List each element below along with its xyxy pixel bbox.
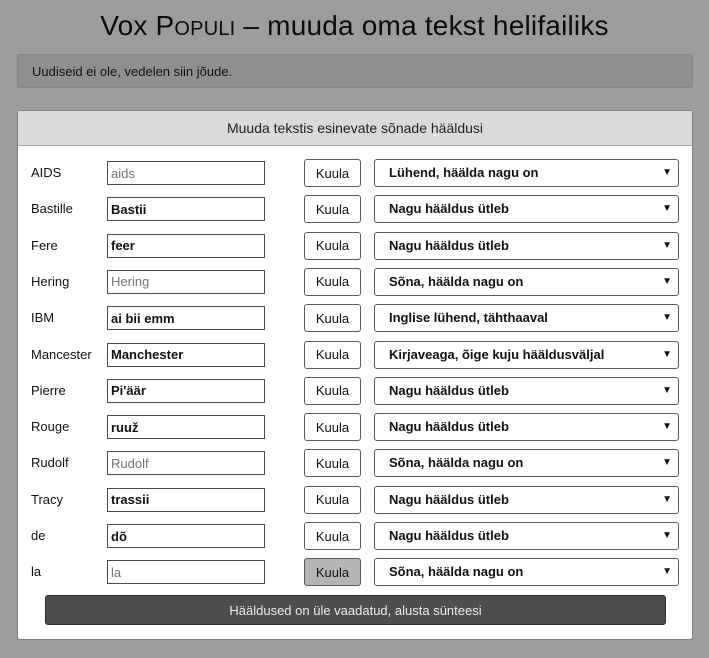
word-row: [18, 268, 694, 296]
pronunciation-input[interactable]: [107, 306, 265, 330]
select-value: Nagu hääldus ütleb: [389, 419, 509, 435]
word-row: [18, 195, 694, 223]
pronunciation-input[interactable]: [107, 161, 265, 185]
word-label: Hering: [31, 273, 70, 289]
select-value: Kirjaveaga, õige kuju hääldusväljal: [389, 346, 605, 362]
select-value: Lühend, häälda nagu on: [389, 165, 539, 180]
word-label: Pierre: [31, 382, 66, 398]
pronunciation-input[interactable]: [107, 524, 265, 548]
chevron-down-icon: ▼: [662, 203, 672, 215]
pronunciation-type-select[interactable]: [374, 232, 679, 260]
pronunciation-type-select[interactable]: [374, 195, 679, 223]
pronunciation-type-select[interactable]: [374, 268, 679, 296]
word-label: Bastille: [31, 201, 73, 217]
panel-title: Muuda tekstis esinevate sõnade hääldusi: [18, 111, 692, 146]
word-row: [18, 232, 694, 260]
listen-button[interactable]: Kuula: [304, 413, 361, 441]
chevron-down-icon: ▼: [662, 457, 672, 469]
listen-button[interactable]: Kuula: [304, 522, 361, 550]
pronunciation-type-select[interactable]: [374, 341, 679, 369]
pronunciation-input[interactable]: [107, 234, 265, 258]
pronunciation-input[interactable]: [107, 488, 265, 512]
pronunciation-input[interactable]: [107, 197, 265, 221]
word-label: la: [31, 564, 42, 580]
listen-button[interactable]: Kuula: [304, 304, 361, 332]
word-label: Rudolf: [31, 455, 69, 471]
word-label: de: [31, 528, 46, 543]
pronunciation-type-select[interactable]: [374, 413, 679, 441]
chevron-down-icon: ▼: [662, 312, 672, 324]
word-label: Rouge: [31, 419, 70, 435]
title-part-3: – muuda oma tekst helifailiks: [235, 10, 609, 41]
pronunciation-type-select[interactable]: [374, 486, 679, 514]
chevron-down-icon: ▼: [662, 530, 672, 541]
news-text: Uudiseid ei ole, vedelen siin jõude.: [32, 64, 233, 79]
pronunciation-type-select[interactable]: [374, 522, 679, 550]
word-row: [18, 304, 694, 332]
page-title: [0, 10, 709, 42]
chevron-down-icon: ▼: [662, 566, 672, 578]
chevron-down-icon: ▼: [662, 239, 672, 251]
word-row: [18, 558, 694, 586]
pronunciation-type-select[interactable]: [374, 304, 679, 332]
listen-button[interactable]: Kuula: [304, 268, 361, 296]
select-value: Nagu hääldus ütleb: [389, 491, 509, 507]
chevron-down-icon: ▼: [662, 421, 672, 433]
select-value: Nagu hääldus ütleb: [389, 528, 509, 543]
pronunciation-panel: [17, 110, 693, 640]
word-row: [18, 159, 694, 187]
listen-button[interactable]: Kuula: [304, 558, 361, 586]
chevron-down-icon: ▼: [662, 167, 672, 178]
word-label: Fere: [31, 237, 58, 253]
chevron-down-icon: ▼: [662, 493, 672, 505]
word-label: Mancester: [31, 346, 92, 362]
word-label: Tracy: [31, 491, 64, 507]
chevron-down-icon: ▼: [662, 348, 672, 360]
listen-button[interactable]: Kuula: [304, 232, 361, 260]
word-label: AIDS: [31, 165, 62, 180]
chevron-down-icon: ▼: [662, 384, 672, 396]
pronunciation-type-select[interactable]: [374, 377, 679, 405]
start-synthesis-button[interactable]: Hääldused on üle vaadatud, alusta sünteesi: [45, 595, 666, 625]
listen-button[interactable]: Kuula: [304, 341, 361, 369]
pronunciation-input[interactable]: [107, 379, 265, 403]
select-value: Sõna, häälda nagu on: [389, 273, 524, 289]
pronunciation-type-select[interactable]: [374, 159, 679, 187]
pronunciation-input[interactable]: [107, 560, 265, 584]
select-value: Sõna, häälda nagu on: [389, 564, 524, 580]
word-row: [18, 449, 694, 477]
title-part-2: Populi: [155, 10, 236, 41]
select-value: Inglise lühend, tähthaaval: [389, 310, 548, 326]
word-row: [18, 486, 694, 514]
word-label: IBM: [31, 310, 55, 326]
pronunciation-type-select[interactable]: [374, 449, 679, 477]
select-value: Nagu hääldus ütleb: [389, 382, 509, 398]
select-value: Nagu hääldus ütleb: [389, 237, 509, 253]
chevron-down-icon: ▼: [662, 275, 672, 287]
word-row: [18, 341, 694, 369]
title-part-1: Vox: [100, 10, 156, 41]
listen-button[interactable]: Kuula: [304, 195, 361, 223]
select-value: Sõna, häälda nagu on: [389, 455, 524, 471]
listen-button[interactable]: Kuula: [304, 449, 361, 477]
listen-button[interactable]: Kuula: [304, 486, 361, 514]
word-row: [18, 377, 694, 405]
pronunciation-input[interactable]: [107, 343, 265, 367]
select-value: Nagu hääldus ütleb: [389, 201, 509, 217]
pronunciation-type-select[interactable]: [374, 558, 679, 586]
pronunciation-input[interactable]: [107, 451, 265, 475]
news-bar: [17, 54, 693, 88]
word-row: [18, 522, 694, 550]
listen-button[interactable]: Kuula: [304, 377, 361, 405]
pronunciation-input[interactable]: [107, 415, 265, 439]
listen-button[interactable]: Kuula: [304, 159, 361, 187]
pronunciation-input[interactable]: [107, 270, 265, 294]
word-row: [18, 413, 694, 441]
